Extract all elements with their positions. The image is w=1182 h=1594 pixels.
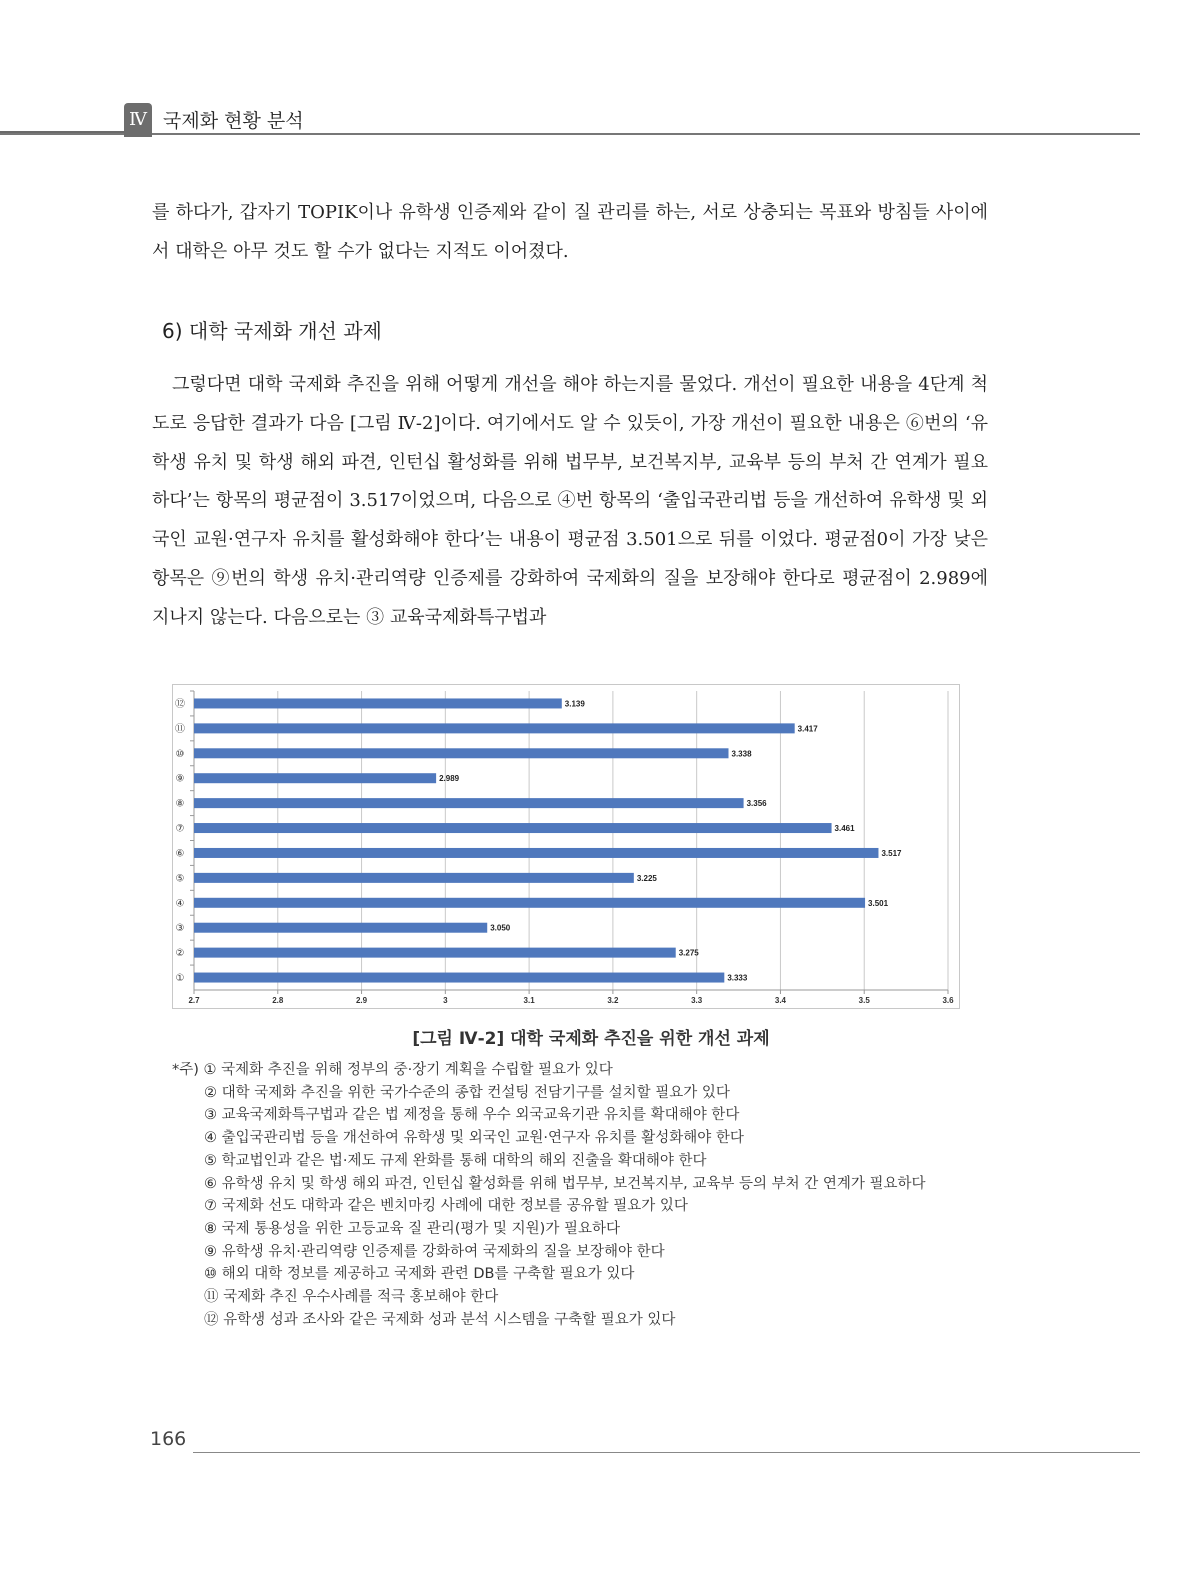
data-label: 3.417 (797, 724, 818, 734)
bar (194, 748, 729, 758)
note-item: *주) ① 국제화 추진을 위해 정부의 중·장기 계획을 수립할 필요가 있다 (172, 1062, 613, 1078)
data-label: 3.501 (868, 898, 889, 908)
x-tick-label: 2.7 (188, 996, 200, 1005)
bar-chart (173, 685, 959, 1008)
y-tick-label: ④ (175, 898, 185, 910)
data-label: 2.989 (439, 774, 460, 784)
x-tick-label: 3.6 (942, 996, 954, 1005)
note-item: ③ 교육국제화특구법과 같은 법 제정을 통해 우수 외국교육기관 유치를 확대해야 한다 (204, 1107, 740, 1124)
data-label: 3.050 (490, 923, 511, 933)
section-heading: 6) 대학 국제화 개선 과제 (162, 319, 382, 343)
y-tick-label: ⑨ (175, 773, 185, 785)
footer-rule (193, 1452, 1140, 1453)
bar (194, 823, 832, 833)
note-item: ⑤ 학교법인과 같은 법·제도 규제 완화를 통해 대학의 해외 진출을 확대해야 한다 (204, 1152, 707, 1169)
data-label: 3.461 (834, 824, 855, 834)
y-tick-label: ⑥ (175, 848, 185, 860)
x-tick-label: 3.1 (523, 996, 535, 1005)
x-tick-label: 2.8 (272, 996, 284, 1005)
y-tick-label: ⑧ (175, 798, 185, 810)
note-item: ② 대학 국제화 추진을 위한 국가수준의 종합 컨설팅 전담기구를 설치할 필요가 있다 (204, 1084, 730, 1101)
data-label: 3.338 (731, 749, 752, 759)
y-tick-label: ⑩ (175, 748, 185, 760)
x-tick-label: 2.9 (355, 996, 368, 1005)
bar (194, 698, 562, 708)
data-label: 3.356 (746, 799, 767, 809)
note-item: ⑩ 해외 대학 정보를 제공하고 국제화 관련 DB를 구축할 필요가 있다 (204, 1266, 635, 1283)
bar (194, 873, 634, 883)
bar (194, 798, 744, 808)
y-tick-label: ② (175, 948, 185, 960)
y-tick-label: ⑪ (175, 723, 185, 735)
page-number: 166 (150, 1428, 187, 1450)
y-tick-label: ⑤ (175, 873, 185, 885)
paragraph-continued: 를 하다가, 갑자기 TOPIK이나 유학생 인증제와 같이 질 관리를 하는, 서로 상충되는 목표와 방침들 사이에서 대학은 아무 것도 할 수가 없다는 지적도 이어졌다. (152, 202, 988, 262)
bar (194, 898, 865, 908)
note-item: ⑥ 유학생 유치 및 학생 해외 파견, 인턴십 활성화를 위해 법무부, 보건복지부, 교육부 등의 부처 간 연계가 필요하다 (204, 1175, 926, 1192)
y-tick-label: ① (175, 973, 185, 985)
bar (194, 973, 724, 983)
x-tick-label: 3 (443, 996, 448, 1005)
chapter-title: 국제화 현황 분석 (163, 110, 304, 132)
x-tick-label: 3.2 (607, 996, 619, 1005)
y-tick-label: ③ (175, 923, 185, 935)
y-tick-label: ⑫ (175, 698, 185, 710)
data-label: 3.333 (727, 973, 748, 983)
chapter-badge: Ⅳ (124, 103, 152, 137)
data-label: 3.275 (678, 948, 699, 958)
figure-chart (172, 684, 960, 1009)
paragraph-body: 그렇다면 대학 국제화 추진을 위해 어떻게 개선을 해야 하는지를 물었다. 개선이 필요한 내용을 4단계 척도로 응답한 결과가 다음 [그림 Ⅳ-2]이다. 여기에서도 알 수 있듯이, 가장 개선이 필요한 내용은 ⑥번의 ‘유학생 유치 및 학생 해외 파견, 인턴십 활성화를 위해 법무부, 보건복지부, 교육부 등의 부처 간 연계가 필요하다’는 항목의 평균점이 3.517이었으며, 다음으로 ④번 항목의 ‘출입국관리법 등을 개선하여 유학생 및 외국인 교원·연구자 유치를 활성화해야 한다’는 내용이 평균점 3.501으로 뒤를 이었다. 평균점0이 가장 낮은 항목은 ⑨번의 학생 유치·관리역량 인증제를 강화하여 국제화의 질을 보장해야 한다로 평균점이 2.989에 지나지 않는다. 다음으로는 ③ 교육국제화특구법과 (152, 374, 988, 628)
data-label: 3.139 (564, 699, 585, 709)
note-item: ④ 출입국관리법 등을 개선하여 유학생 및 외국인 교원·연구자 유치를 활성화해야 한다 (204, 1130, 744, 1147)
bar (194, 948, 676, 958)
data-label: 3.225 (636, 873, 657, 883)
y-tick-label: ⑦ (175, 823, 185, 835)
data-label: 3.517 (881, 848, 902, 858)
bar (194, 923, 487, 933)
note-item: ⑨ 유학생 유치·관리역량 인증제를 강화하여 국제화의 질을 보장해야 한다 (204, 1243, 665, 1260)
x-tick-label: 3.3 (691, 996, 703, 1005)
note-item: ⑧ 국제 통용성을 위한 고등교육 질 관리(평가 및 지원)가 필요하다 (204, 1220, 620, 1237)
bar (194, 848, 878, 858)
bar (194, 773, 436, 783)
note-item: ⑪ 국제화 추진 우수사례를 적극 홍보해야 한다 (204, 1289, 499, 1306)
header-rule (0, 133, 1140, 135)
figure-caption: [그림 Ⅳ-2] 대학 국제화 추진을 위한 개선 과제 (412, 1029, 770, 1049)
figure-notes (172, 1059, 926, 1331)
x-tick-label: 3.4 (774, 996, 787, 1005)
x-tick-label: 3.5 (858, 996, 870, 1005)
note-item: ⑫ 유학생 성과 조사와 같은 국제화 성과 분석 시스템을 구축할 필요가 있다 (204, 1311, 676, 1328)
note-item: ⑦ 국제화 선도 대학과 같은 벤치마킹 사례에 대한 정보를 공유할 필요가 있다 (204, 1198, 688, 1215)
bar (194, 723, 795, 733)
